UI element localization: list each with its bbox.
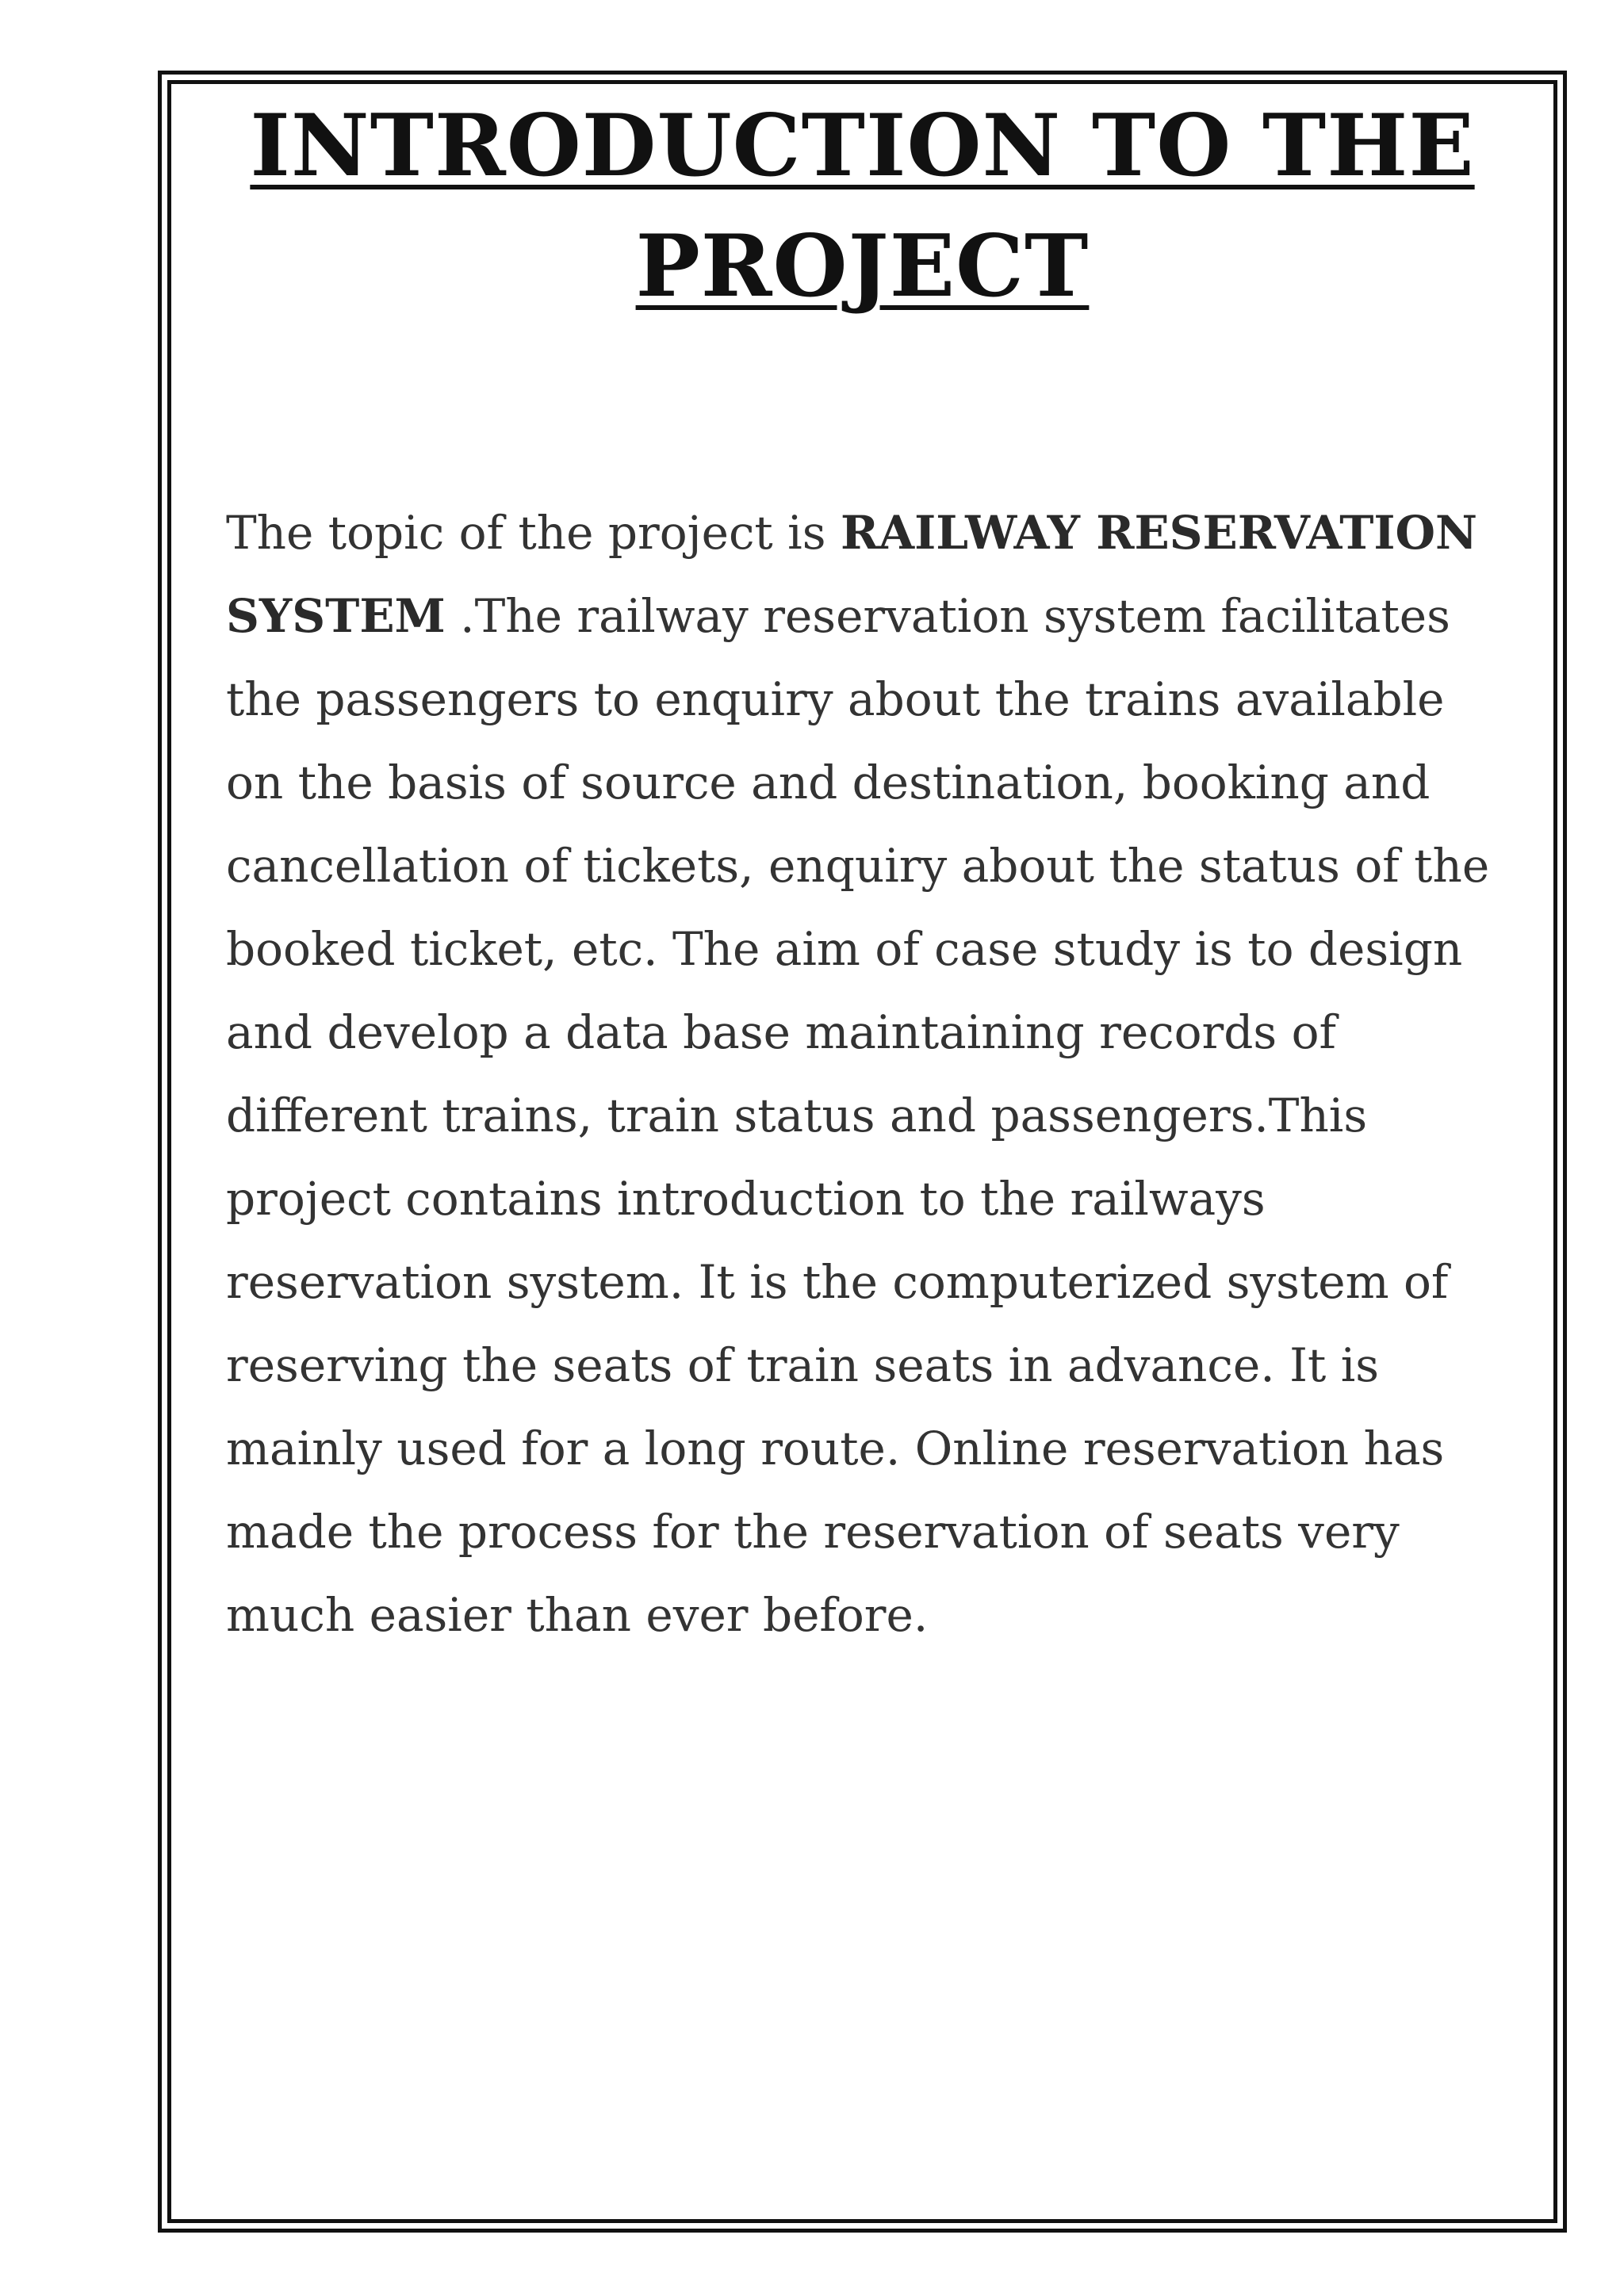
- title-line-2: PROJECT: [635, 216, 1090, 316]
- topic-name-part-1: RAILWAY RESERVATION: [840, 506, 1478, 560]
- body-line: reservation system. It is the computerized system of: [226, 1255, 1449, 1309]
- body-line: made the process for the reservation of seats very: [226, 1505, 1400, 1559]
- body-line: mainly used for a long route. Online reservation has: [226, 1422, 1445, 1475]
- body-line: reserving the seats of train seats in advance. It is: [226, 1338, 1380, 1392]
- body-line: [226, 575, 1554, 658]
- topic-name-part-2: SYSTEM: [226, 589, 446, 643]
- title-line-1: INTRODUCTION TO THE: [250, 96, 1475, 196]
- body-line: much easier than ever before.: [226, 1588, 929, 1642]
- body-line: cancellation of tickets, enquiry about the status of the: [226, 839, 1490, 893]
- body-line: and develop a data base maintaining records of: [226, 1005, 1336, 1059]
- body-line: on the basis of source and destination, booking and: [226, 756, 1431, 809]
- body-line: [226, 492, 1554, 575]
- page-title: [171, 96, 1553, 316]
- intro-prefix: The topic of the project is: [226, 506, 841, 560]
- body-line-text: .The railway reservation system facilitates: [445, 589, 1450, 643]
- body-line: different trains, train status and passengers.This: [226, 1089, 1368, 1142]
- body-paragraph: [226, 492, 1554, 1657]
- body-line: booked ticket, etc. The aim of case study is to design: [226, 922, 1463, 976]
- body-line: project contains introduction to the railways: [226, 1172, 1266, 1226]
- body-line: the passengers to enquiry about the trains available: [226, 672, 1445, 726]
